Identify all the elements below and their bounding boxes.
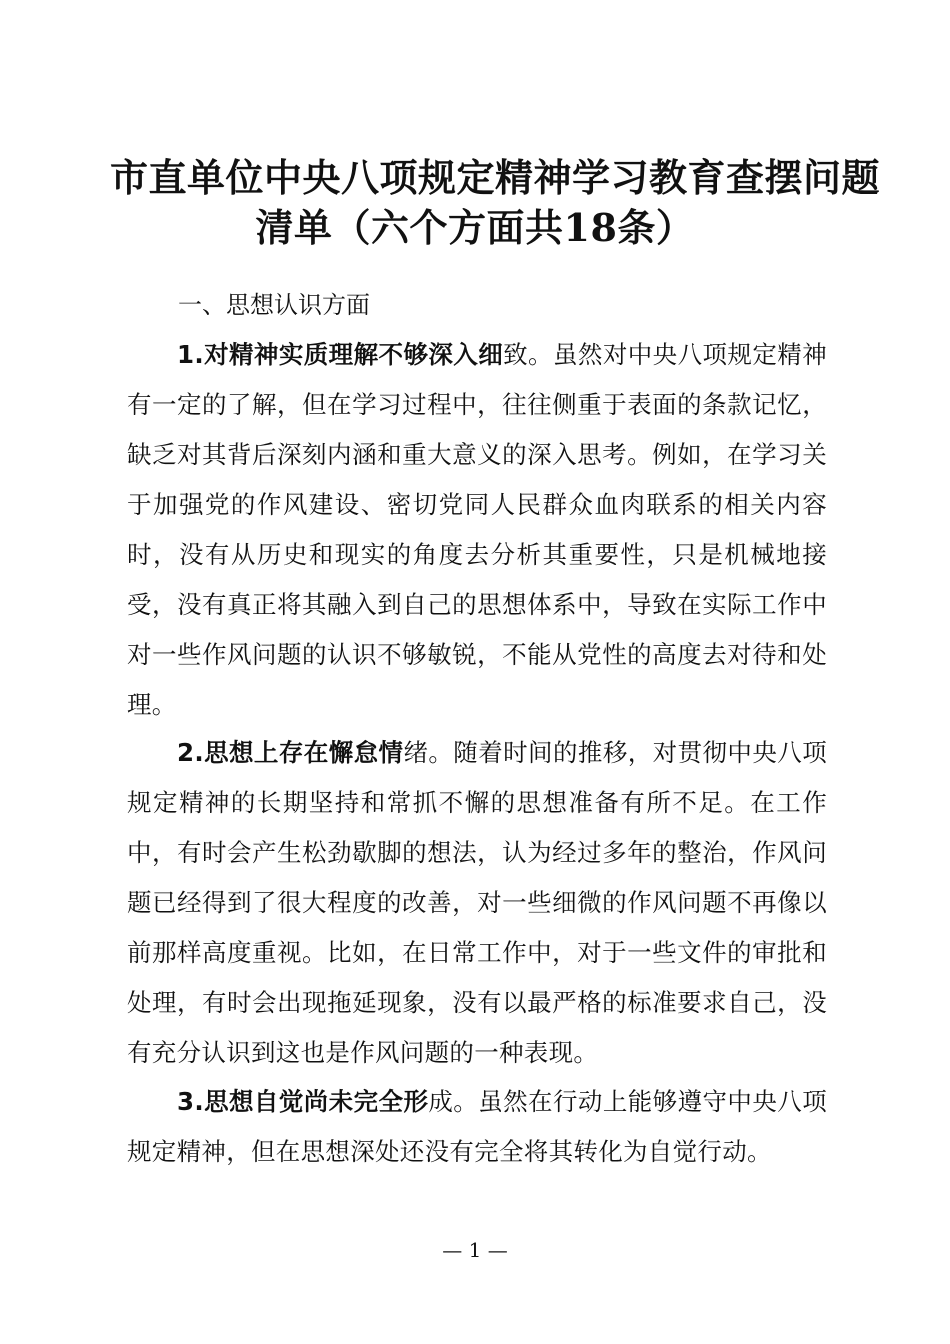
paragraph-item-3 (127, 1077, 827, 1177)
item-2-lead: 2.思想上存在懈怠情 (177, 738, 404, 767)
item-3-body: 成。虽然在行动上能够遵守中央八项规定精神，但在思想深处还没有完全将其转化为自觉行动。 (127, 1087, 827, 1166)
document-title-line-1: 市直单位中央八项规定精神学习教育查摆问题 (110, 155, 881, 200)
paragraph-item-2 (127, 728, 827, 1078)
page-number: — 1 — (442, 1238, 508, 1262)
section-heading: 一、思想认识方面 (178, 291, 370, 319)
item-2-body: 绪。随着时间的推移，对贯彻中央八项规定精神的长期坚持和常抓不懈的思想准备有所不足。在工作中，有时会产生松劲歇脚的想法，认为经过多年的整治，作风问题已经得到了很大程度的改善，对一些细微的作风问题不再像以前那样高度重视。比如，在日常工作中，对于一些文件的审批和处理，有时会出现拖延现象，没有以最严格的标准要求自己，没有充分认识到这也是作风问题的一种表现。 (127, 738, 827, 1067)
document-title-line-2: 清单（六个方面共18条） (255, 205, 695, 250)
paragraph-item-1 (127, 330, 827, 730)
item-3-lead: 3.思想自觉尚未完全形 (177, 1087, 429, 1116)
item-1-body: 致。虽然对中央八项规定精神有一定的了解，但在学习过程中，往往侧重于表面的条款记忆，缺乏对其背后深刻内涵和重大意义的深入思考。例如，在学习关于加强党的作风建设、密切党同人民群众血肉联系的相关内容时，没有从历史和现实的角度去分析其重要性，只是机械地接受，没有真正将其融入到自己的思想体系中，导致在实际工作中对一些作风问题的认识不够敏锐，不能从党性的高度去对待和处理。 (127, 340, 827, 719)
item-1-lead: 1.对精神实质理解不够深入细 (177, 340, 504, 369)
